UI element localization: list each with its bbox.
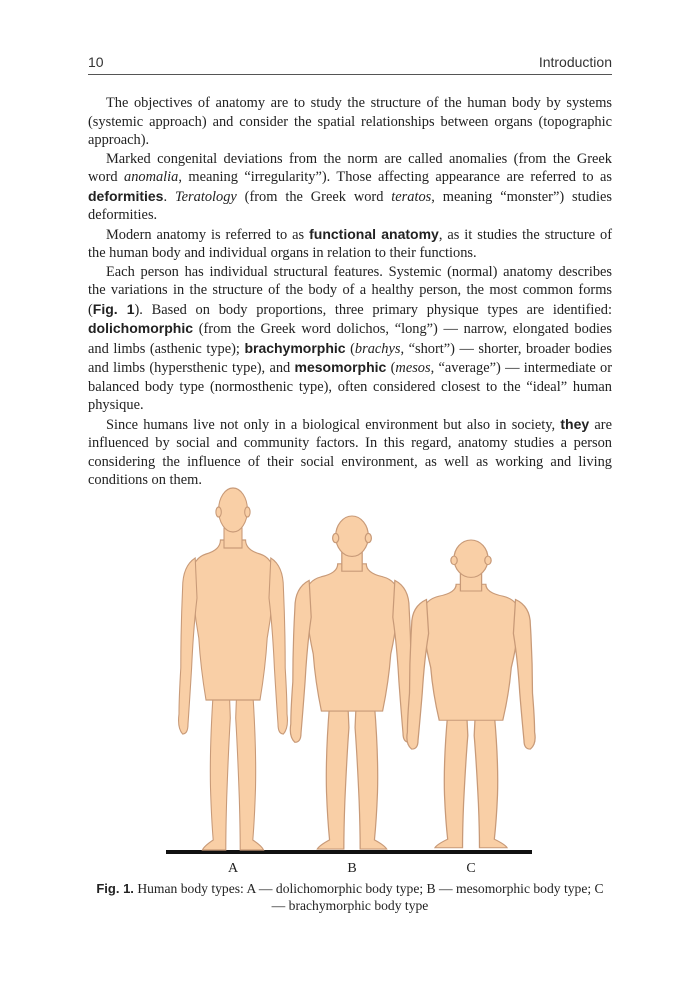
term-deformities: deformities [88, 187, 164, 204]
paragraph-anomalies [88, 150, 612, 225]
figure-label-a: A [227, 861, 239, 876]
text-run: , as it studies the structure of the human body and individual organs in relation to their functions. [88, 226, 612, 261]
term-dolichomorphic: dolichomorphic [88, 320, 193, 336]
body-types-illustration [160, 478, 540, 878]
running-header [88, 52, 612, 75]
caption-label: Fig. 1. [96, 881, 134, 896]
section-title: Introduction [538, 54, 612, 70]
figure-label-b: B [347, 861, 357, 876]
text-run: . [163, 188, 175, 205]
text-run: , “average”) — intermediate or balanced body type (normosthenic type), often considered closest to the “ideal” human physique. [88, 360, 612, 413]
text-run: ( [386, 360, 396, 376]
text-run: (from the Greek word [236, 188, 392, 205]
figure-c-brachymorphic [407, 540, 535, 848]
paragraph-text: The objectives of anatomy are to study the structure of the human body by systems (systemic approach) and consider the spatial relationships between organs (topographic approach). [88, 95, 612, 148]
term-teratology: Teratology [174, 188, 237, 205]
figure-a-dolichomorphic [179, 488, 288, 850]
term-functional-anatomy: functional anatomy [309, 225, 439, 242]
text-run: , meaning “monster”) studies deformities. [88, 188, 612, 223]
term-anomalia: anomalia [124, 169, 179, 185]
figure-label-c: C [466, 861, 476, 876]
paragraph-functional-anatomy [88, 225, 612, 263]
term-brachymorphic: brachymorphic [244, 339, 346, 356]
figure-b-mesomorphic [290, 516, 413, 849]
term-mesos: mesos [395, 360, 431, 376]
text-run: Each person has individual structural features. Systemic (normal) anatomy describes the variations in the structure of the body of a healthy person, the most common forms ( [88, 263, 612, 318]
text-run: ( [345, 340, 355, 357]
text-run: , “short”) — shorter, broader bodies and limbs (hypersthenic type), and [88, 340, 613, 376]
text-run: Marked congenital deviations from the norm are called anomalies (from the Greek word [88, 150, 612, 185]
caption-text: Human body types: A — dolichomorphic body type; B — mesomorphic body type; C — brachymorphic body type [133, 881, 604, 913]
term-they: they [560, 415, 590, 432]
term-brachys: brachys [354, 340, 401, 357]
text-run: Since humans live not only in a biological environment but also in society, [106, 416, 561, 433]
term-teratos: teratos [391, 188, 432, 205]
text-run: Modern anatomy is referred to as [106, 226, 310, 243]
paragraph-body-types [88, 263, 612, 415]
body-text [88, 94, 612, 490]
page-number: 10 [88, 54, 104, 70]
text-run: , meaning “irregularity”). Those affecting appearance are referred to as [178, 169, 612, 185]
figure-caption [88, 880, 612, 914]
figure-reference: Fig. 1 [92, 300, 135, 317]
text-run: ). Based on body proportions, three primary physique types are identified: [134, 301, 612, 318]
text-run: (from the Greek word dolichos, “long”) — narrow, elongated bodies and limbs (asthenic type); [88, 321, 612, 357]
term-mesomorphic: mesomorphic [294, 359, 387, 375]
figure-body-types [160, 478, 540, 878]
text-run: are influenced by social and community factors. In this regard, anatomy studies a person considering the influence of their social environment, as well as working and living conditions on them. [88, 416, 612, 488]
paragraph-objectives [88, 94, 612, 150]
